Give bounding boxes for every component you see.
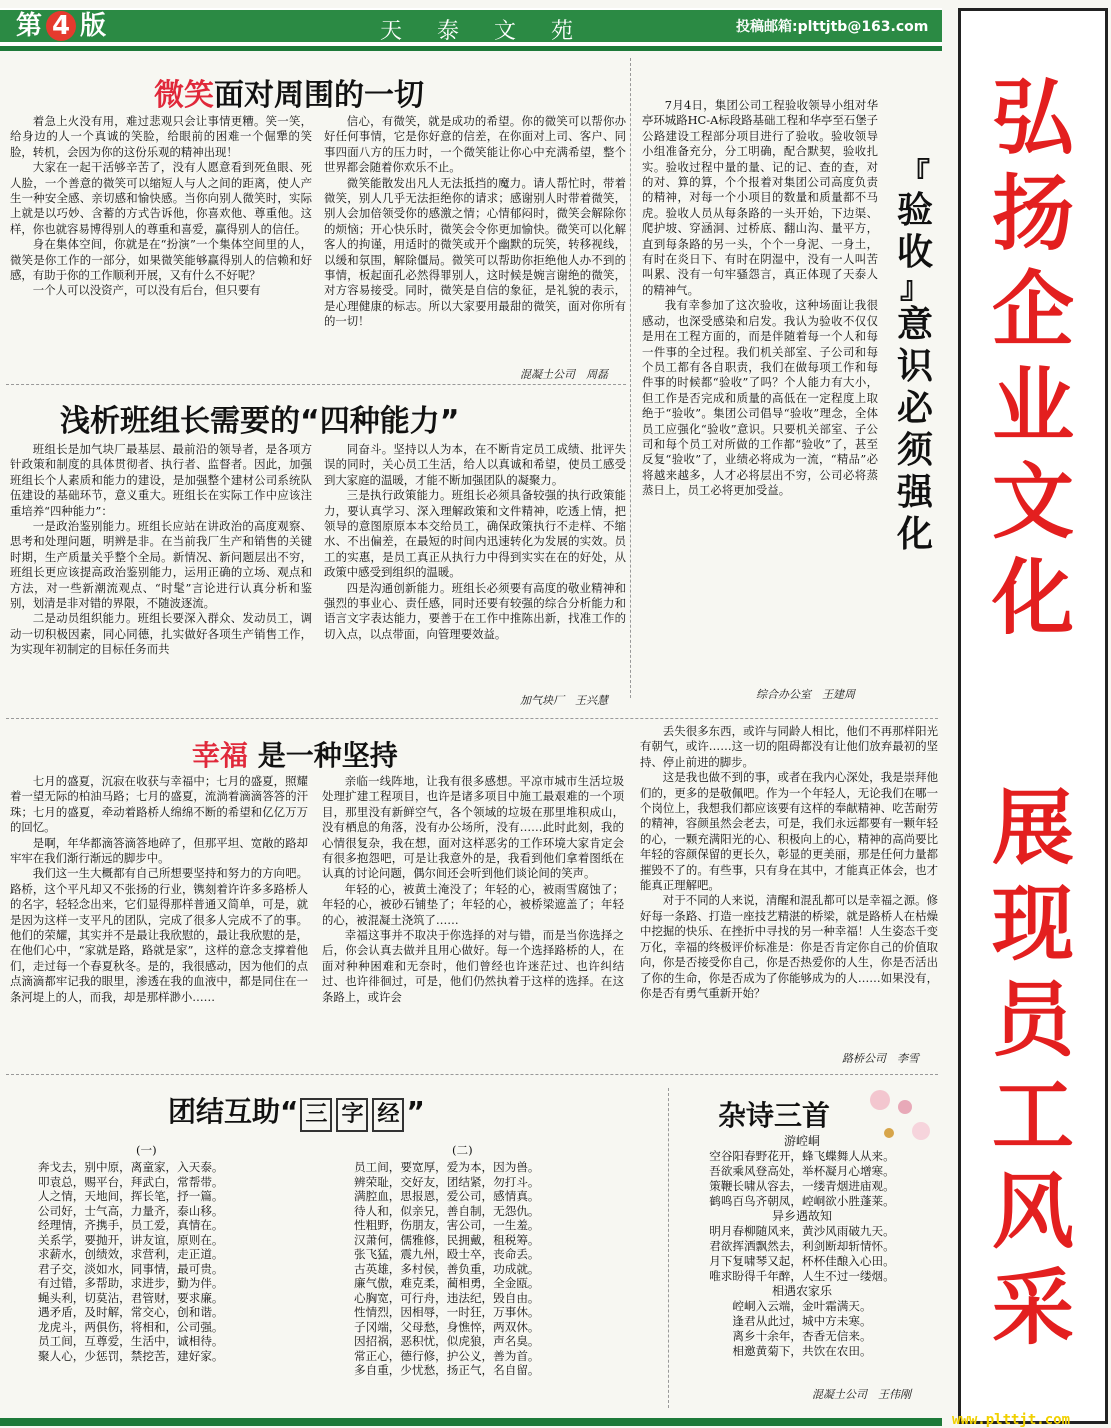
- paragraph: 着急上火没有用，难过悲观只会让事情更糟。笑一笑，给身边的人一个真诚的笑脸，给眼前的困难一个倔犟的笑脸，转机，会因为你的这份乐观的精神出现！: [10, 114, 312, 159]
- verse-line: 廉气傲，难克柔，蔺相勇，全金瓯。: [354, 1276, 540, 1290]
- paragraph: 同奋斗。坚持以人为本，在不断肯定员工成绩、批评失误的同时，关心员工生活，给人以真诚和希望，使员工感受到大家庭的温暖，才能不断加强团队的凝聚力。: [324, 442, 626, 487]
- paragraph: 一个人可以没资产，可以没有后台，但只要有: [32, 283, 261, 298]
- section-divider: [6, 718, 938, 719]
- article-body-acceptance: [642, 98, 878, 499]
- verse-line: 经理情，齐携手，员工爱，真情在。: [38, 1218, 224, 1232]
- poem-line: 空谷阳春野花开，蜂飞蝶舞人从来。: [709, 1149, 895, 1163]
- byline: 加气块厂 王兴慧: [520, 694, 608, 707]
- article-title-three-character: 团结互助“ 三 字 经 ”: [168, 1090, 425, 1132]
- poem-line: 月下复啸琴又起，杯杯佳酿入心田。: [709, 1254, 895, 1268]
- poem-title: 相遇农家乐: [771, 1284, 832, 1298]
- verse-line: 员工间，要宽厚，爱为本，因为兽。: [354, 1160, 540, 1174]
- paragraph: 微笑能散发出凡人无法抵挡的魔力。请人帮忙时，带着微笑，别人几乎无法拒绝你的请求；感谢别人时带着微笑，别人会加倍领受你的感激之情；心情郁闷时，微笑会解除你的烦恼；开心快乐时，微笑会令你更加愉快。微笑可以化解客人的拘谨，用适时的微笑或开个幽默的玩笑，转移视线，以缓和氛围，解除僵局。微笑可以帮助你拒绝他人办不到的事情，板起面孔必然得罪别人，这时候是婉言谢绝的微笑，对方容易接受。同时，微笑是自信的象征，是礼貌的表示，是心理健康的标志。所以大家要用最甜的微笑，面对你所有的一切！: [324, 175, 626, 329]
- submission-email: 投稿邮箱:plttjtb@163.com: [736, 19, 929, 35]
- poems-block: [682, 1134, 922, 1359]
- verse-line: 汉萧何，儒雅修，民拥戴，租税筹。: [354, 1232, 540, 1247]
- article-body-abilities-col1: [10, 442, 312, 658]
- verse-line: 遇矛盾，及时解，常交心，创和谐。: [38, 1305, 224, 1319]
- paragraph: 我们这一生大概都有自己所想要坚持和努力的方向吧。路桥，这个平凡却又不张扬的行业，镌刻着许许多多路桥人的名字，轻轻念出来，它们显得那样普通又简单，可是，就是因为这样一支平凡的团队，完成了很多人完成不了的事。他们的荣耀，其实并不是最让我欣慰的，最让我欣慰的是，在他们心中，“家就是路，路就是家”，这样的意念支撑着他们，走过每一个春夏秋冬。是的，我很感动，因为他们的点点滴滴都牢记我的眼里，渗透在我的血液中，都是同住在一条河堤上的人，而我，却是那样渺小……: [10, 866, 308, 1004]
- verse-line: 性情烈，因相辱，一时狂，万事休。: [354, 1305, 540, 1319]
- section-divider: [6, 384, 626, 385]
- article-body-smile-col2: [324, 114, 626, 330]
- verse-line: 求薪水，创绩效，求营利，走正道。: [38, 1247, 224, 1261]
- byline: 混凝土公司 周磊: [520, 368, 608, 381]
- poem-line: 崆峒入云端，金叶霜满天。: [732, 1299, 872, 1313]
- poem-title: 游崆峒: [783, 1134, 820, 1148]
- verse-line: 叩袁总，赐平台，拜武白，常帮带。: [38, 1174, 224, 1189]
- verse-line: 多自重，少忧愁，扬正气，名自留。: [354, 1363, 540, 1377]
- paragraph: 幸福这事并不取决于你选择的对与错，而是当你选择之后，你会认真去做并且用心做好。每一个选择路桥的人，在面对种种困难和无奈时，他们曾经也许迷茫过、也许纠结过、也许徘徊过，可是，他们仍然执着于这样的选择。在这条路上，或许会: [322, 928, 624, 1004]
- poem-line: 君欲挥洒飘然去，利剑断却斩情怀。: [709, 1239, 895, 1253]
- part-label: (二): [452, 1143, 473, 1157]
- vertical-title-text: 意 识 必 须 强 化: [896, 304, 933, 555]
- article-body-abilities-col2: [324, 442, 626, 642]
- paragraph: 一是政治鉴别能力。班组长应站在讲政治的高度观察、思考和处理问题，明辨是非。在当前我厂生产和销售的关键时期，生产质量关乎整个全局。新情况、新问题层出不穷，班组长更应该提高政治鉴别能力，运用正确的立场、观点和方法，对一些新潮流观点、“时髦”言论进行认真分析和鉴别，划清是非对错的界限，不随波逐流。: [10, 519, 312, 611]
- paragraph: 信心，有微笑，就是成功的希望。你的微笑可以帮你办好任何事情，它是你好意的信差，在你面对上司、客户、同事四面八方的压力时，一个微笑能让你心中充满希望，整个世界都会随着你欢乐不止。: [324, 114, 626, 175]
- poem-line: 策鞭长啸从容去，一缕青烟进庙观。: [709, 1179, 895, 1193]
- title-boxed-char: 经: [372, 1098, 404, 1132]
- verse-line: 聚人心，少惩罚，禁挖苦，建好家。: [38, 1348, 224, 1363]
- byline: 混凝土公司 王伟刚: [812, 1388, 911, 1401]
- slogan-line-2: 展现员工风采: [991, 781, 1074, 1356]
- poem-line: 唯求盼得千年醉，人生不过一缕烟。: [709, 1269, 895, 1283]
- paragraph: 是啊，年华都滴答滴答地碎了，但那平坦、宽敞的路却牢牢在我们渐行渐远的脚步中。: [10, 835, 308, 866]
- poem-line: 明月春柳随风来，黄沙风雨破九天。: [709, 1224, 895, 1238]
- verse-line: 关系学，要抛开，讲友谊，原则在。: [38, 1232, 224, 1247]
- paragraph: 班组长是加气块厂最基层、最前沿的领导者，是各项方针政策和制度的具体贯彻者、执行者、监督者。因此，加强班组长个人素质和能力的建设，是加强整个建材公司系统队伍建设的基础环节，意义重大。班组长在实际工作中应该注重培养“四种能力”：: [10, 442, 312, 518]
- paragraph: 丢失很多东西，或许与同龄人相比，他们不再那样阳光有朝气，或许……这一切的阻碍都没有让他们放弃最初的坚持、停止前进的脚步。: [640, 724, 938, 769]
- title-boxed-char: 三: [300, 1098, 332, 1132]
- paragraph: 年轻的心，被黄土淹没了；年轻的心，被雨雪腐蚀了；年轻的心，被砂石铺垫了；年轻的心，被桥梁遮盖了；年轻的心，被混凝土浇筑了……: [322, 881, 624, 927]
- paragraph: 这是我也做不到的事，或者在我内心深处，我是崇拜他们的，更多的是敬佩吧。作为一个年轻人，无论我们在哪一个岗位上，我想我们都应该要有这样的奉献精神、吃苦耐劳的精神，容颜虽然会老去，可是，我们永远都要有一颗年轻的心，一颗充满阳光的心、积极向上的心，精神的高尚要比年轻的容颜保留的更长久，彰显的更美丽，那是任何力量都摧毁不了的。有些事，只有身在其中，才能真正体会，也才能真正理解吧。: [640, 770, 938, 893]
- article-title-four-abilities: 浅析班组长需要的“四种能力”: [60, 404, 460, 439]
- article-body-happiness-col3: [640, 724, 938, 1001]
- verse-part-2: [354, 1160, 540, 1378]
- paragraph: 我有幸参加了这次验收，这种场面让我很感动，也深受感染和启发。我认为验收不仅仅是用在工程方面的，而是伴随着每一个人和每一件事的全过程。我们机关部室、子公司和每个员工都有各自职责，我们在做每项工作和每件事的时候都“验收”了吗？个人能力有大小，但工作是否完成和质量的高低在一定程度上取绝于“验收”。集团公司倡导“验收”理念，全体员工应强化“验收”意识。只要机关部室、子公司和每个员工对所做的工作都“验收”了，甚至反复“验收”了，业绩必将成为一流，“精品”必将越来越多，人才必将层出不穷，公司必将蒸蒸日上，员工必将更加受益。: [642, 298, 878, 498]
- paragraph: 身在集体空间，你就是在“扮演”一个集体空间里的人，微笑是你工作的一部分，如果微笑能够赢得别人的信赖和好感，有助于你的工作顺利开展，又有什么不好呢？: [10, 237, 312, 283]
- verse-line: 公司好，士气高，力量齐，泰山移。: [38, 1203, 224, 1218]
- article-title-poems: 杂诗三首: [718, 1099, 831, 1132]
- paragraph: 7月4日，集团公司工程验收领导小组对华亭环城路HC-A标段路基础工程和华亭至石堡子公路建设工程部分项目进行了验收。验收领导小组准备充分，分工明确，配合默契，验收扎实。验收过程中量的量、记的记、查的查，对的对、算的算，个个报着对集团公司高度负责的精神，对每一个小项目的数量和质量都不马虎。验收人员从每条路的一头开始，下边渠、爬护坡、穿涵洞、过桥底、翻山沟、量平方，直到每条路的另一头，个个一身泥、一身土，有时在炎日下、有时在阴湿中，没有一人叫苦叫累、没有一句牢骚怨言，真正体现了天泰人的精神气。: [642, 98, 878, 297]
- verse-line: 心胸宽，可行舟，违法纪，毁自由。: [354, 1290, 540, 1305]
- blossom-decoration: [870, 1090, 890, 1110]
- verse-line: 子冈端，父母愁，身憔悴，两双休。: [354, 1319, 540, 1334]
- poem-line: 鹤鸣百鸟齐朝凤，崆峒欲小胜蓬莱。: [709, 1194, 895, 1208]
- column-divider: [668, 1088, 669, 1408]
- paragraph: 对于不同的人来说，清醒和混乱都可以是幸福之源。修好每一条路、打造一座技艺精湛的桥梁，就是路桥人在枯燥中挖掘的快乐、在挫折中寻找的另一种幸福！人生姿态千变万化，幸福的终极评价标准是：你是否肯定你自己的价值取向，你是否接受你自己，你是否热爱你的人生，你是否活出了你的生命，你是否成为了你能够成为的人……如果没有，你是否有勇气重新开始？: [640, 893, 938, 1000]
- byline: 综合办公室 王建周: [756, 688, 855, 701]
- verse-line: 张飞猛，震九州，殴士卒，丧命丢。: [354, 1247, 540, 1261]
- page-number-label: 第 4 版: [16, 11, 107, 41]
- site-url: www.plttjt.com: [952, 1412, 1071, 1428]
- paper-name: 天 泰 文 苑: [380, 19, 587, 44]
- verse-line: 古英雄，多村侯，善负重，功成就。: [354, 1261, 540, 1276]
- verse-line: 员工间，互尊爱，生活中，诚相待。: [38, 1334, 224, 1348]
- poem-line: 相邀黄菊下，共饮在农田。: [732, 1344, 872, 1358]
- paragraph: 七月的盛夏，沉寂在收获与幸福中；七月的盛夏，照耀着一望无际的柏油马路；七月的盛夏，流淌着滴滴答答的汗珠；七月的盛夏，牵动着路桥人绵绵不断的希望和亿亿万万的回忆。: [10, 774, 308, 835]
- part-label: (一): [136, 1143, 157, 1157]
- verse-line: 君子交，淡如水，同事情，最可贵。: [38, 1261, 224, 1276]
- verse-line: 奔戈去，别中原，离童家，入天泰。: [38, 1160, 224, 1174]
- paragraph: 亲临一线阵地，让我有很多感想。平凉市城市生活垃圾处理扩建工程项目，也许是诸多项目中施工最艰难的一个项目，那里没有新鲜空气，各个领域的垃圾在那里堆积成山，没有栖息的角落，没有办公场所，没有……此时此刻，我的心情很复杂，我在想，面对这样恶劣的工作环境大家肯定会有很多抱怨吧，可是让我意外的是，我看到他们拿着图纸在认真的讨论问题，偶尔间还会听到他们谈论间的笑声。: [322, 774, 624, 881]
- verse-line: 辨荣耻，交好友，团结紧，勿打斗。: [354, 1174, 540, 1189]
- vertical-title-text: 验 收: [896, 190, 933, 273]
- paragraph: 三是执行政策能力。班组长必须具备较强的执行政策能力，要认真学习、深入理解政策和文件精神，吃透上情，把领导的意图原原本本交给员工，确保政策执行不走样、不缩水、不出偏差，在最短的时间内迅速转化为发展的实效。员工的实惠，是员工真正从执行力中得到实实在在的好处，从政策中感受到组织的温暖。: [324, 488, 626, 580]
- footer-bar: [0, 1418, 942, 1426]
- article-title-smile: 微笑面对周围的一切: [154, 78, 424, 113]
- slogan-banner: [958, 8, 1108, 1424]
- article-body-happiness-col1: [10, 774, 308, 1005]
- verse-line: 满腔血，思报恩，爱公司，感情真。: [354, 1189, 540, 1203]
- verse-line: 待人和，似亲兄，善自制，无怨仇。: [354, 1203, 540, 1218]
- poem-line: 逢君从此过，城中方未寒。: [732, 1314, 872, 1328]
- article-title-acceptance: 『 验 收 』 意 识 必 须 强 化: [892, 160, 938, 556]
- verse-line: 蝇头利，切莫沾，君管财，要求廉。: [38, 1290, 224, 1305]
- verse-line: 常正心，德行修，护公义，善为首。: [354, 1348, 540, 1363]
- verse-line: 因招祸，恶积忧，似虎狼，声名臭。: [354, 1334, 540, 1348]
- verse-part-1: [38, 1160, 224, 1363]
- paragraph: 四是沟通创新能力。班组长必须要有高度的敬业精神和强烈的事业心、责任感，同时还要有较强的综合分析能力和语言文字表达能力，要善于在工作中推陈出新，找准工作的切入点，以点带面，向管理要效益。: [324, 580, 626, 641]
- title-boxed-char: 字: [336, 1098, 368, 1132]
- article-body-smile-col1: [10, 114, 312, 299]
- page-number-badge: 4: [46, 11, 76, 41]
- verse-line: 龙虎斗，两俱伤，将相和，公司强。: [38, 1319, 224, 1334]
- poem-line: 离乡十余年，杏香无信来。: [732, 1329, 872, 1343]
- verse-line: 性粗野，伤朋友，害公司，一生羞。: [354, 1218, 540, 1232]
- slogan-line-1: 弘扬企业文化: [991, 71, 1074, 646]
- section-divider: [6, 1074, 938, 1075]
- byline: 路桥公司 李雪: [842, 1052, 919, 1065]
- column-divider: [630, 58, 631, 698]
- paragraph: 二是动员组织能力。班组长要深入群众、发动员工，调动一切积极因素，同心同德，扎实做好各项生产销售工作，为实现年初制定的目标任务而共: [10, 611, 312, 657]
- verse-line: 人之情，天地间，挥长笔，抒一篇。: [38, 1189, 224, 1203]
- blossom-decoration: [898, 1100, 912, 1114]
- poem-title: 异乡遇故知: [771, 1209, 832, 1223]
- article-body-happiness-col2: [322, 774, 624, 1005]
- paragraph: 大家在一起干活够辛苦了，没有人愿意看到死鱼眼、死人脸，一个善意的微笑可以缩短人与人之间的距离，使人产生一种安全感、亲切感和愉快感。当你向别人微笑时，实际上就是以巧妙、含蓄的方式告诉他，你喜欢他、尊重他。这样，你也就容易博得别人的尊重和喜爱，赢得别人的信任。: [10, 160, 312, 236]
- article-title-happiness: 幸福 是一种坚持: [192, 739, 398, 772]
- poem-line: 吾欲乘风登高处，举杯凝月心增寒。: [709, 1164, 895, 1178]
- verse-line: 有过错，多帮助，求进步，勤为伴。: [38, 1276, 224, 1290]
